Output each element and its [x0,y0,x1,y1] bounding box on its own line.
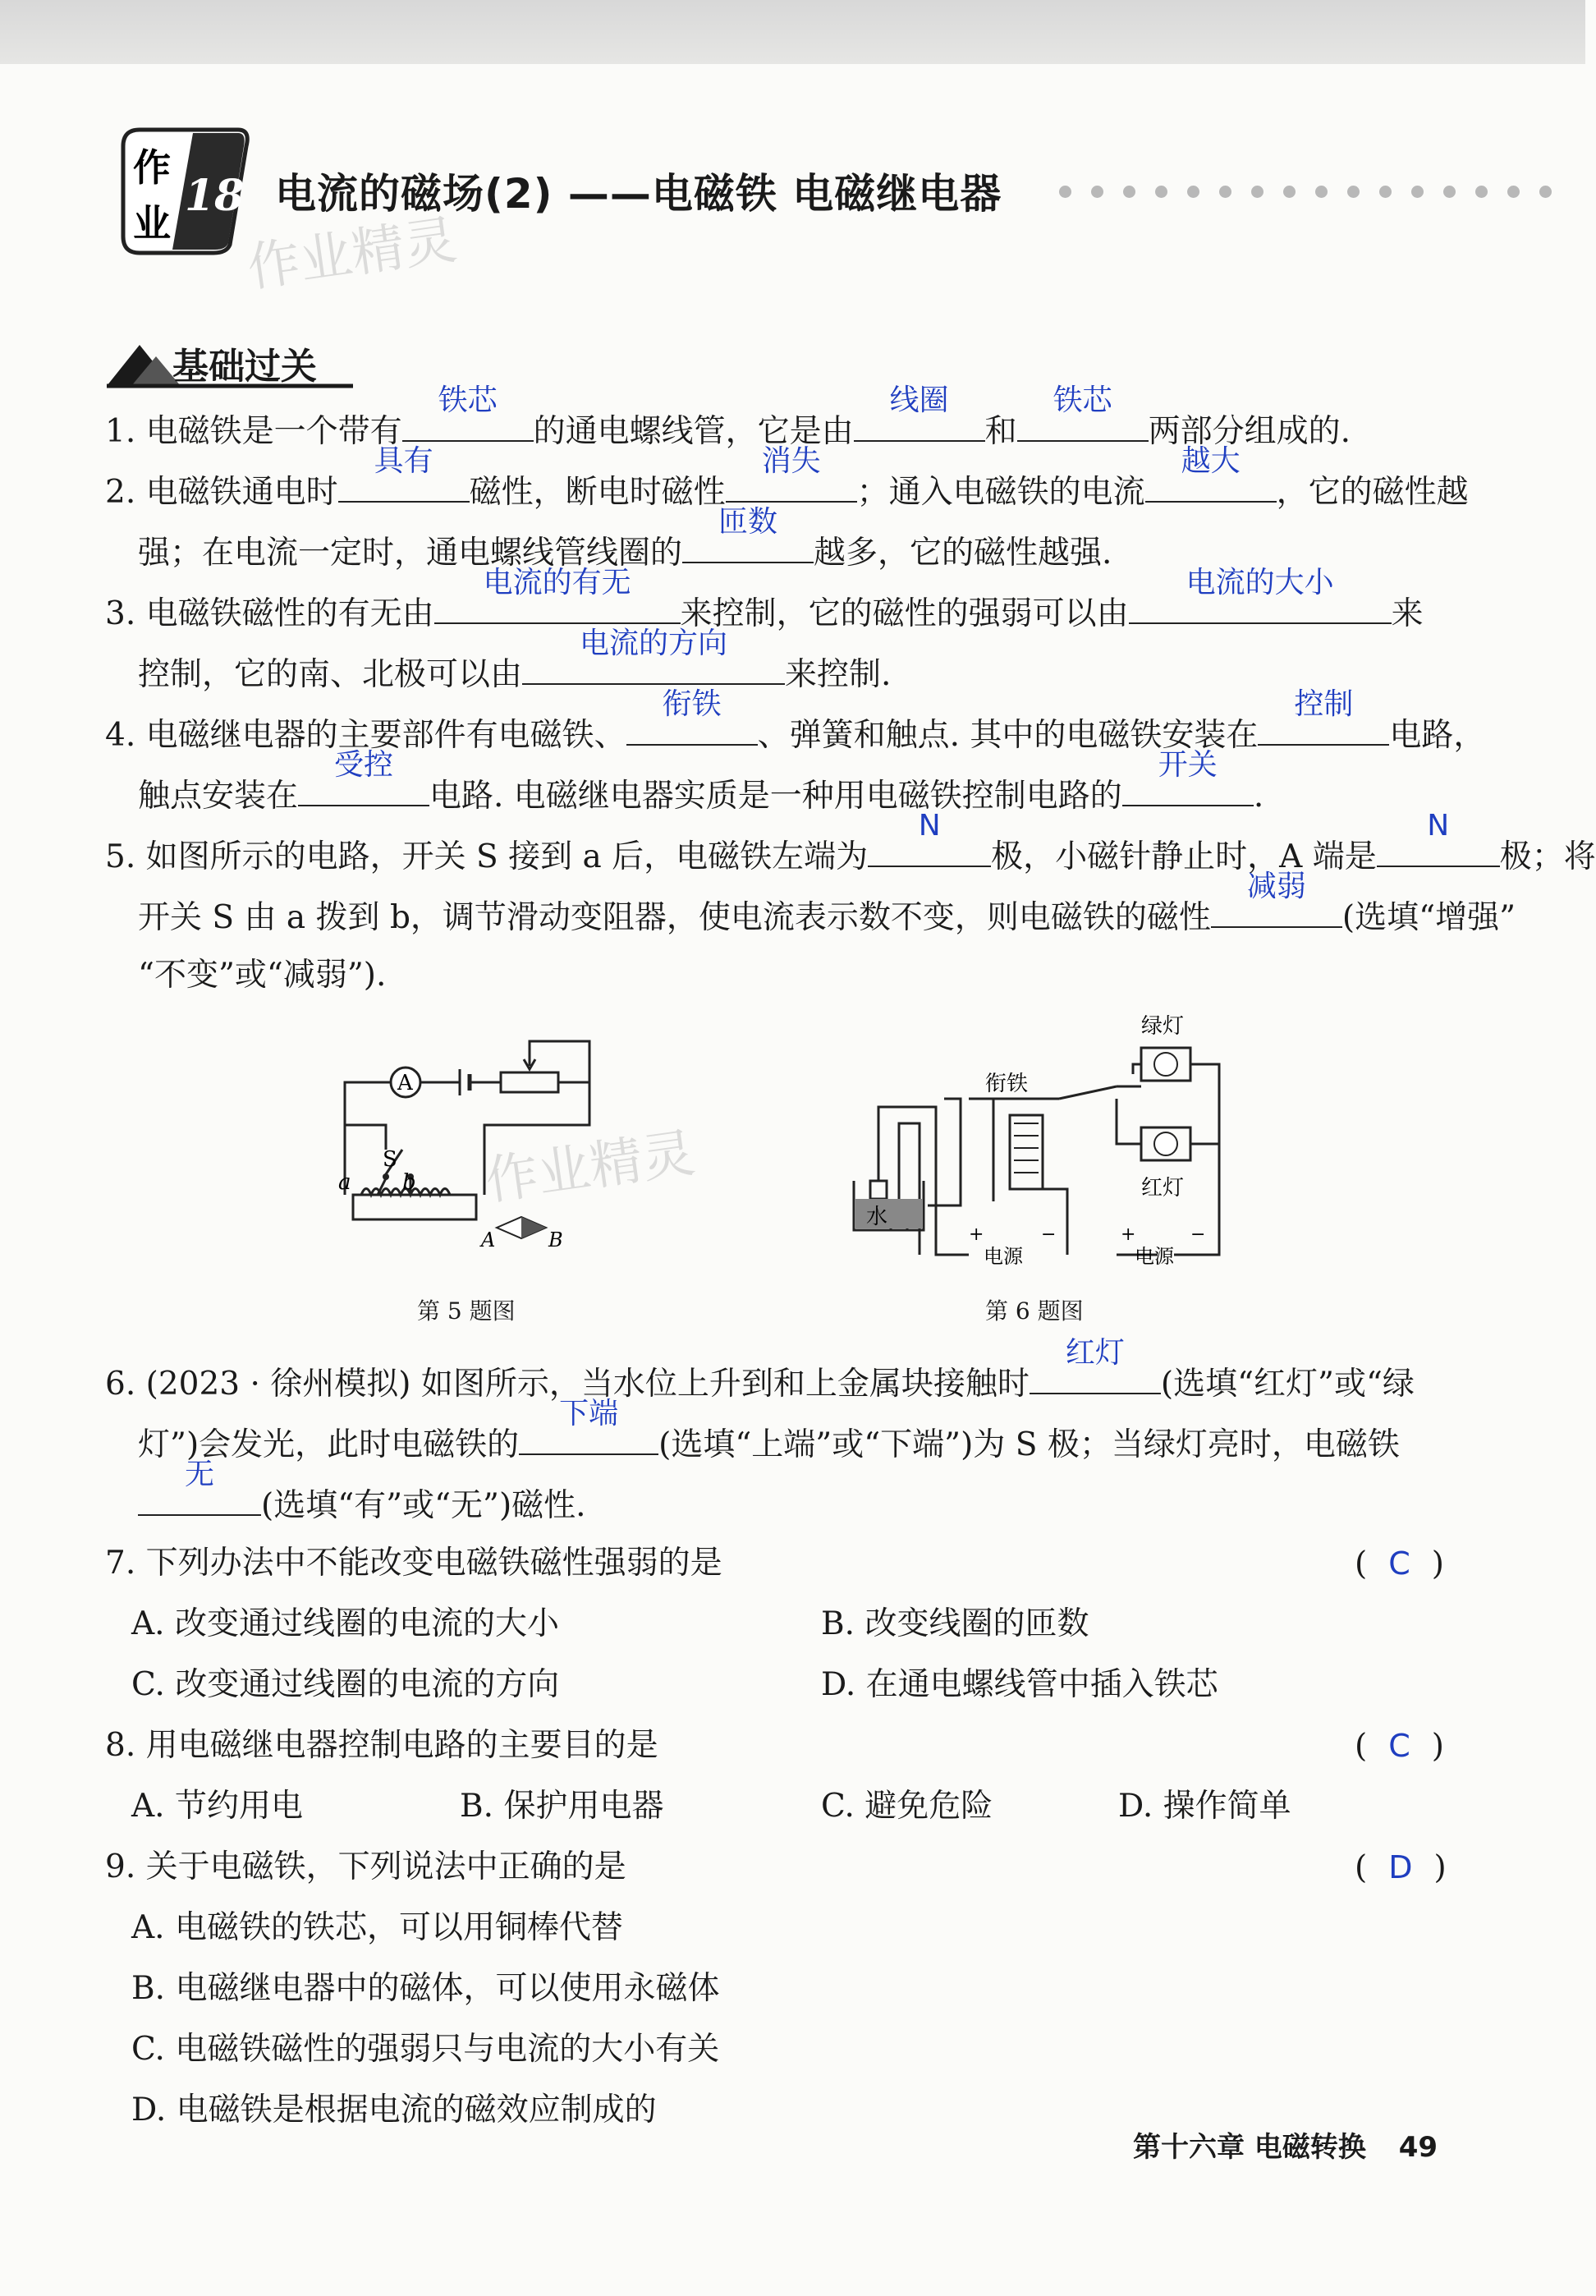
needle-a-label: A [481,1228,496,1251]
answer-blank[interactable]: 电流的大小 [1186,566,1334,599]
red-lamp-label: 红灯 [1141,1176,1185,1201]
answer-blank[interactable]: 匝数 [718,505,778,539]
answer-blank[interactable]: 控制 [1294,687,1354,721]
option-d: D. 电磁铁是根据电流的磁效应制成的 [131,2092,657,2128]
homework-badge [115,122,255,259]
badge-text-bottom: 业 [133,201,171,246]
question-9-stem: 9. 关于电磁铁，下列说法中正确的是 [105,1848,626,1885]
option-b: B. 电磁继电器中的磁体，可以使用永磁体 [131,1970,720,2007]
option-a: A. 节约用电 [131,1788,303,1825]
question-4: 4. 电磁继电器的主要部件有电磁铁、 衔铁 、弹簧和触点. 其中的电磁铁安装在 控制 电路， [105,708,1485,760]
answer-blank[interactable]: 具有 [374,444,433,478]
badge-number: 18 [185,171,245,221]
plus-sign: + [969,1224,984,1245]
option-c: C. 改变通过线圈的电流的方向 [131,1666,560,1703]
answer-blank[interactable]: 红灯 [1065,1336,1125,1370]
answer-blank[interactable]: 电流的有无 [483,566,631,599]
answer-blank[interactable]: 减弱 [1246,870,1306,903]
answer-paren: ( D ) [1355,1849,1447,1886]
option-b: B. 改变线圈的匝数 [821,1605,1089,1642]
question-7-stem: 7. 下列办法中不能改变电磁铁磁性强弱的是 [105,1545,722,1582]
badge-text-top: 作 [133,145,171,190]
answer-blank[interactable]: 下端 [559,1397,619,1430]
answer-blank[interactable]: 受控 [334,748,394,782]
minus-sign: − [1190,1224,1206,1245]
answer-blank[interactable]: 衔铁 [662,687,722,721]
section-title: 基础过关 [172,346,317,388]
answer-blank[interactable]: 越大 [1181,444,1241,478]
figure-5-circuit [328,1026,608,1256]
watermark: 作业精灵 [243,209,461,300]
answer-blank[interactable]: N [918,809,941,843]
water-label: 水 [866,1205,888,1229]
answer-paren: ( C ) [1355,1545,1444,1582]
page-title: 电流的磁场(2) ——电磁铁 电磁继电器 [275,170,1002,218]
armature-label: 衔铁 [985,1072,1029,1096]
option-a: A. 电磁铁的铁芯，可以用铜棒代替 [131,1909,623,1946]
question-6: 6. (2023 · 徐州模拟) 如图所示，当水位上升到和上金属块接触时 红灯 (选填“红灯”或“绿 [105,1357,1415,1409]
question-6-cont: 灯”)会发光，此时电磁铁的 下端 (选填“上端”或“下端”)为 S 极；当绿灯亮时，电磁铁 [138,1417,1400,1470]
answer-blank[interactable]: 无 [184,1458,214,1491]
question-1: 1. 电磁铁是一个带有 铁芯 的通电螺线管，它是由 线圈 和 铁芯 两部分组成的. [105,404,1351,457]
ammeter-label: A [397,1071,413,1095]
question-5-cont2: “不变”或“减弱”). [138,957,387,994]
title-dots [1059,186,1571,201]
option-d: D. 操作简单 [1118,1788,1291,1825]
answer-blank[interactable]: 铁芯 [438,383,498,417]
choice-answer[interactable]: C [1388,1728,1410,1764]
question-3: 3. 电磁铁磁性的有无由 电流的有无 来控制，它的磁性的强弱可以由 电流的大小 来 [105,586,1424,639]
option-a: A. 改变通过线圈的电流的大小 [131,1605,559,1642]
question-5: 5. 如图所示的电路，开关 S 接到 a 后，电磁铁左端为 N 极，小磁针静止时，A 端是 N 极；将 [105,829,1596,882]
option-c: C. 避免危险 [821,1788,993,1825]
figure-5-caption: 第 5 题图 [417,1297,516,1325]
top-band [0,0,1585,64]
question-3-cont: 控制，它的南、北极可以由 电流的方向 来控制. [138,647,891,700]
option-b: B. 保护用电器 [460,1788,664,1825]
switch-label: S [383,1147,397,1172]
minus-sign: − [1041,1224,1057,1245]
chapter-label: 第十六章 电磁转换 [1133,2131,1366,2164]
option-d: D. 在通电螺线管中插入铁芯 [821,1666,1218,1703]
question-2-cont: 强；在电流一定时，通电螺线管线圈的 匝数 越多，它的磁性越强. [138,526,1112,578]
answer-paren: ( C ) [1355,1728,1444,1765]
page-number: 49 [1398,2131,1438,2164]
page-footer [1133,2124,1438,2165]
power-label-2: 电源 [1135,1245,1174,1268]
choice-answer[interactable]: D [1388,1849,1413,1885]
power-label-1: 电源 [984,1245,1023,1268]
plus-sign: + [1121,1224,1136,1245]
question-4-cont: 触点安装在 受控 电路. 电磁继电器实质是一种用电磁铁控制电路的 开关 . [138,769,1264,821]
figure-6-caption: 第 6 题图 [985,1297,1084,1325]
question-8-stem: 8. 用电磁继电器控制电路的主要目的是 [105,1727,658,1764]
needle-b-label: B [548,1228,563,1251]
answer-blank[interactable]: 线圈 [889,383,949,417]
question-2: 2. 电磁铁通电时 具有 磁性，断电时磁性 消失 ；通入电磁铁的电流 越大 ，它的磁性越 [105,465,1469,517]
answer-blank[interactable]: 开关 [1158,748,1218,782]
choice-answer[interactable]: C [1388,1545,1410,1582]
contact-b-label: b [402,1170,416,1195]
answer-blank[interactable]: 消失 [761,444,821,478]
figure-6-circuit [846,1008,1240,1271]
answer-blank[interactable]: 铁芯 [1053,383,1112,417]
answer-blank[interactable]: 电流的方向 [580,627,728,660]
option-c: C. 电磁铁磁性的强弱只与电流的大小有关 [131,2031,720,2068]
question-6-cont2: 无 (选填“有”或“无”)磁性. [138,1478,586,1531]
answer-blank[interactable]: N [1427,809,1450,843]
watermark: 作业精灵 [481,1123,699,1213]
question-5-cont: 开关 S 由 a 拨到 b，调节滑动变阻器，使电流表示数不变，则电磁铁的磁性 减弱 (选填“增强” [138,890,1516,943]
contact-a-label: a [338,1170,351,1195]
green-lamp-label: 绿灯 [1141,1014,1185,1039]
